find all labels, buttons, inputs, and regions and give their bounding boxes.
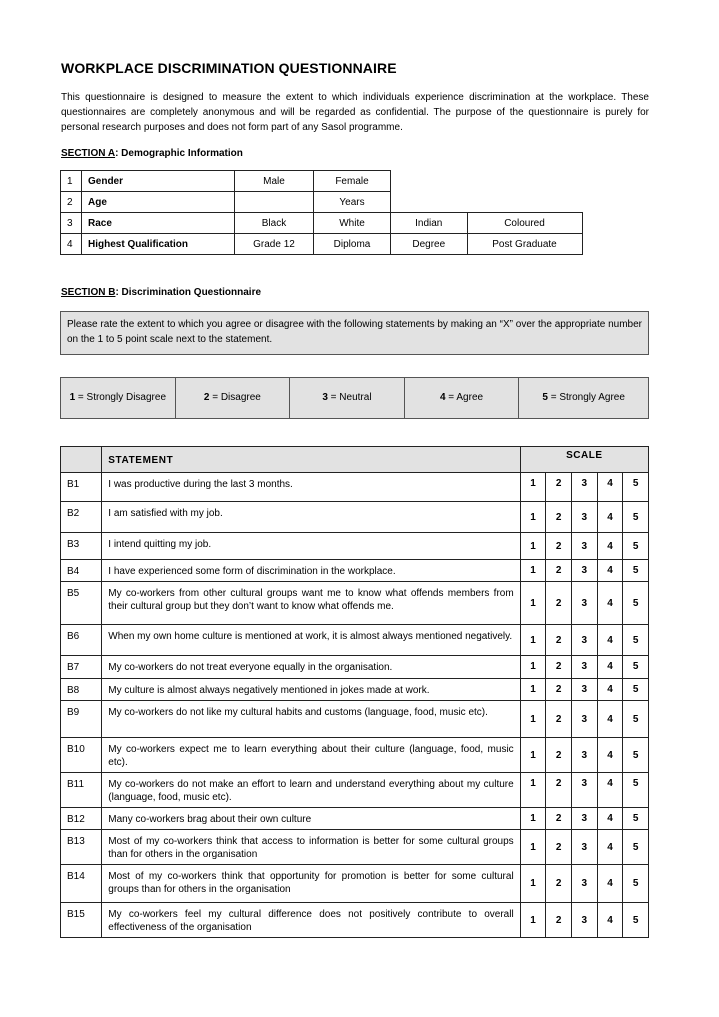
- scale-option-2[interactable]: 2: [546, 502, 572, 533]
- option-years: Years: [314, 192, 391, 213]
- demographic-row-gender: [61, 171, 583, 192]
- scale-option-4[interactable]: 4: [597, 533, 623, 560]
- scale-option-5[interactable]: 5: [623, 656, 649, 679]
- scale-option-3[interactable]: 3: [571, 830, 597, 865]
- scale-option-1[interactable]: 1: [520, 738, 546, 773]
- statement-text: My culture is almost always negatively mentioned in jokes made at work.: [102, 679, 520, 701]
- row-number: 1: [61, 171, 82, 192]
- scale-option-4[interactable]: 4: [597, 808, 623, 830]
- scale-option-5[interactable]: 5: [623, 830, 649, 865]
- statement-row: [61, 701, 649, 738]
- scale-option-3[interactable]: 3: [571, 473, 597, 502]
- statement-text: My co-workers do not treat everyone equally in the organisation.: [102, 656, 520, 679]
- scale-key-table: [60, 377, 649, 419]
- scale-option-5[interactable]: 5: [623, 738, 649, 773]
- statement-row: [61, 533, 649, 560]
- scale-option-2[interactable]: 2: [546, 625, 572, 656]
- scale-option-5[interactable]: 5: [623, 473, 649, 502]
- statements-body: [61, 473, 649, 938]
- scale-option-4[interactable]: 4: [597, 773, 623, 808]
- statement-id: B8: [61, 679, 102, 701]
- scale-option-1[interactable]: 1: [520, 502, 546, 533]
- row-number: 4: [61, 234, 82, 255]
- scale-option-2[interactable]: 2: [546, 865, 572, 903]
- statement-text: My co-workers from other cultural groups want me to know what offends members from their cultural group but they don’t want to know what offends me.: [102, 582, 520, 625]
- demographic-row-age: [61, 192, 583, 213]
- statement-id: B1: [61, 473, 102, 502]
- scale-option-1[interactable]: 1: [520, 903, 546, 938]
- scale-key-item: 3 = Neutral: [290, 378, 405, 419]
- scale-option-5[interactable]: 5: [623, 679, 649, 701]
- scale-option-1[interactable]: 1: [520, 582, 546, 625]
- statement-id: B13: [61, 830, 102, 865]
- scale-option-1[interactable]: 1: [520, 473, 546, 502]
- statement-text: My co-workers expect me to learn everything about their culture (language, food, music etc).: [102, 738, 520, 773]
- option-coloured[interactable]: Coloured: [467, 213, 582, 234]
- statement-id: B7: [61, 656, 102, 679]
- statement-text: Most of my co-workers think that opportunity for promotion is better for some cultural groups than for others in the organisation: [102, 865, 520, 903]
- scale-option-5[interactable]: 5: [623, 808, 649, 830]
- scale-option-3[interactable]: 3: [571, 903, 597, 938]
- option-black[interactable]: Black: [235, 213, 314, 234]
- statement-row: [61, 679, 649, 701]
- statement-text: I am satisfied with my job.: [102, 502, 520, 533]
- statement-id: B9: [61, 701, 102, 738]
- option-indian[interactable]: Indian: [391, 213, 468, 234]
- statement-id: B10: [61, 738, 102, 773]
- row-number: 2: [61, 192, 82, 213]
- scale-option-5[interactable]: 5: [623, 903, 649, 938]
- scale-option-1[interactable]: 1: [520, 773, 546, 808]
- scale-option-2[interactable]: 2: [546, 679, 572, 701]
- scale-key-item: 5 = Strongly Agree: [519, 378, 649, 419]
- demographic-row-qualification: [61, 234, 583, 255]
- scale-option-1[interactable]: 1: [520, 679, 546, 701]
- scale-option-4[interactable]: 4: [597, 738, 623, 773]
- statements-header-row: [61, 447, 649, 473]
- empty-cell: [467, 192, 582, 213]
- statement-row: [61, 773, 649, 808]
- scale-option-3[interactable]: 3: [571, 865, 597, 903]
- statement-row: [61, 808, 649, 830]
- statements-table: [60, 446, 649, 938]
- scale-option-2[interactable]: 2: [546, 903, 572, 938]
- statement-id: B14: [61, 865, 102, 903]
- statement-text: Most of my co-workers think that access to information is better for some cultural groups than for others in the organisation: [102, 830, 520, 865]
- scale-option-5[interactable]: 5: [623, 533, 649, 560]
- empty-cell: [391, 192, 468, 213]
- scale-option-2[interactable]: 2: [546, 473, 572, 502]
- scale-option-2[interactable]: 2: [546, 560, 572, 582]
- statement-row: [61, 656, 649, 679]
- scale-option-4[interactable]: 4: [597, 679, 623, 701]
- page-title: WORKPLACE DISCRIMINATION QUESTIONNAIRE: [61, 60, 397, 76]
- statement-id: B12: [61, 808, 102, 830]
- scale-option-3[interactable]: 3: [571, 738, 597, 773]
- statement-id: B6: [61, 625, 102, 656]
- scale-option-2[interactable]: 2: [546, 701, 572, 738]
- scale-option-1[interactable]: 1: [520, 830, 546, 865]
- section-b-heading: [61, 287, 261, 298]
- header-statement: STATEMENT: [102, 447, 520, 473]
- option-grade-12[interactable]: Grade 12: [235, 234, 314, 255]
- scale-option-3[interactable]: 3: [571, 560, 597, 582]
- scale-option-4[interactable]: 4: [597, 701, 623, 738]
- scale-option-5[interactable]: 5: [623, 701, 649, 738]
- scale-key-item: 1 = Strongly Disagree: [61, 378, 176, 419]
- scale-option-4[interactable]: 4: [597, 625, 623, 656]
- empty-cell: [467, 171, 582, 192]
- scale-option-2[interactable]: 2: [546, 582, 572, 625]
- scale-option-3[interactable]: 3: [571, 656, 597, 679]
- scale-option-5[interactable]: 5: [623, 773, 649, 808]
- empty-cell: [391, 171, 468, 192]
- statement-text: I have experienced some form of discrimination in the workplace.: [102, 560, 520, 582]
- scale-option-2[interactable]: 2: [546, 830, 572, 865]
- row-label: Age: [82, 192, 235, 213]
- statement-text: My co-workers do not make an effort to learn and understand everything about my culture (language, food, music etc).: [102, 773, 520, 808]
- section-a-heading: [61, 148, 243, 159]
- statement-id: B2: [61, 502, 102, 533]
- scale-option-5[interactable]: 5: [623, 625, 649, 656]
- statement-row: [61, 830, 649, 865]
- scale-option-4[interactable]: 4: [597, 473, 623, 502]
- intro-paragraph: This questionnaire is designed to measure the extent to which individuals experience discrimination at the workplace. These questionnaires are completely anonymous and will be regarded as confidential. The purpose of the questionnaire is purely for personal research purposes and does not form part of any Sasol programme.: [61, 92, 649, 133]
- statement-row: [61, 625, 649, 656]
- scale-option-3[interactable]: 3: [571, 808, 597, 830]
- section-b-label: SECTION B: [61, 287, 116, 298]
- row-label: Race: [82, 213, 235, 234]
- section-a-label: SECTION A: [61, 148, 116, 159]
- scale-option-1[interactable]: 1: [520, 560, 546, 582]
- scale-key-item: 2 = Disagree: [175, 378, 290, 419]
- row-label: Gender: [82, 171, 235, 192]
- scale-option-1[interactable]: 1: [520, 625, 546, 656]
- scale-option-1[interactable]: 1: [520, 656, 546, 679]
- statement-text: My co-workers do not like my cultural habits and customs (language, food, music etc).: [102, 701, 520, 738]
- option-post-graduate[interactable]: Post Graduate: [467, 234, 582, 255]
- statement-row: [61, 865, 649, 903]
- statement-id: B15: [61, 903, 102, 938]
- scale-option-3[interactable]: 3: [571, 533, 597, 560]
- statement-row: [61, 502, 649, 533]
- scale-option-5[interactable]: 5: [623, 582, 649, 625]
- option-female[interactable]: Female: [314, 171, 391, 192]
- option-male[interactable]: Male: [235, 171, 314, 192]
- scale-option-4[interactable]: 4: [597, 656, 623, 679]
- statement-text: My co-workers feel my cultural difference does not positively contribute to overall effectiveness of the organisation: [102, 903, 520, 938]
- section-b-title: : Discrimination Questionnaire: [115, 287, 262, 298]
- row-label: Highest Qualification: [82, 234, 235, 255]
- scale-option-1[interactable]: 1: [520, 533, 546, 560]
- demographics-table: [60, 170, 583, 255]
- scale-option-3[interactable]: 3: [571, 625, 597, 656]
- scale-option-2[interactable]: 2: [546, 738, 572, 773]
- scale-option-4[interactable]: 4: [597, 502, 623, 533]
- scale-option-4[interactable]: 4: [597, 582, 623, 625]
- scale-key-item: 4 = Agree: [404, 378, 519, 419]
- scale-option-2[interactable]: 2: [546, 656, 572, 679]
- scale-option-1[interactable]: 1: [520, 865, 546, 903]
- scale-option-2[interactable]: 2: [546, 773, 572, 808]
- option-degree[interactable]: Degree: [391, 234, 468, 255]
- option-white[interactable]: White: [314, 213, 391, 234]
- statement-text: I intend quitting my job.: [102, 533, 520, 560]
- instruction-box: Please rate the extent to which you agree or disagree with the following statements by making an “X” over the appropriate number on the 1 to 5 point scale next to the statement.: [60, 311, 649, 355]
- statement-text: I was productive during the last 3 months.: [102, 473, 520, 502]
- scale-option-5[interactable]: 5: [623, 865, 649, 903]
- statement-id: B4: [61, 560, 102, 582]
- scale-option-3[interactable]: 3: [571, 679, 597, 701]
- scale-option-3[interactable]: 3: [571, 701, 597, 738]
- row-number: 3: [61, 213, 82, 234]
- statement-row: [61, 473, 649, 502]
- scale-option-1[interactable]: 1: [520, 701, 546, 738]
- scale-option-1[interactable]: 1: [520, 808, 546, 830]
- scale-option-2[interactable]: 2: [546, 533, 572, 560]
- scale-option-4[interactable]: 4: [597, 560, 623, 582]
- section-a-title: : Demographic Information: [115, 148, 243, 159]
- demographic-row-race: [61, 213, 583, 234]
- header-id-cell: [61, 447, 102, 473]
- scale-option-5[interactable]: 5: [623, 560, 649, 582]
- statement-row: [61, 560, 649, 582]
- statement-row: [61, 738, 649, 773]
- option-diploma[interactable]: Diploma: [314, 234, 391, 255]
- scale-option-5[interactable]: 5: [623, 502, 649, 533]
- scale-option-3[interactable]: 3: [571, 773, 597, 808]
- statement-row: [61, 903, 649, 938]
- scale-option-2[interactable]: 2: [546, 808, 572, 830]
- age-entry-cell[interactable]: [235, 192, 314, 213]
- statement-row: [61, 582, 649, 625]
- statement-id: B11: [61, 773, 102, 808]
- scale-option-4[interactable]: 4: [597, 903, 623, 938]
- scale-option-4[interactable]: 4: [597, 865, 623, 903]
- statement-text: When my own home culture is mentioned at work, it is almost always mentioned negatively.: [102, 625, 520, 656]
- statement-id: B3: [61, 533, 102, 560]
- scale-option-3[interactable]: 3: [571, 502, 597, 533]
- statement-text: Many co-workers brag about their own culture: [102, 808, 520, 830]
- header-scale: SCALE: [520, 447, 648, 473]
- scale-option-3[interactable]: 3: [571, 582, 597, 625]
- scale-option-4[interactable]: 4: [597, 830, 623, 865]
- statement-id: B5: [61, 582, 102, 625]
